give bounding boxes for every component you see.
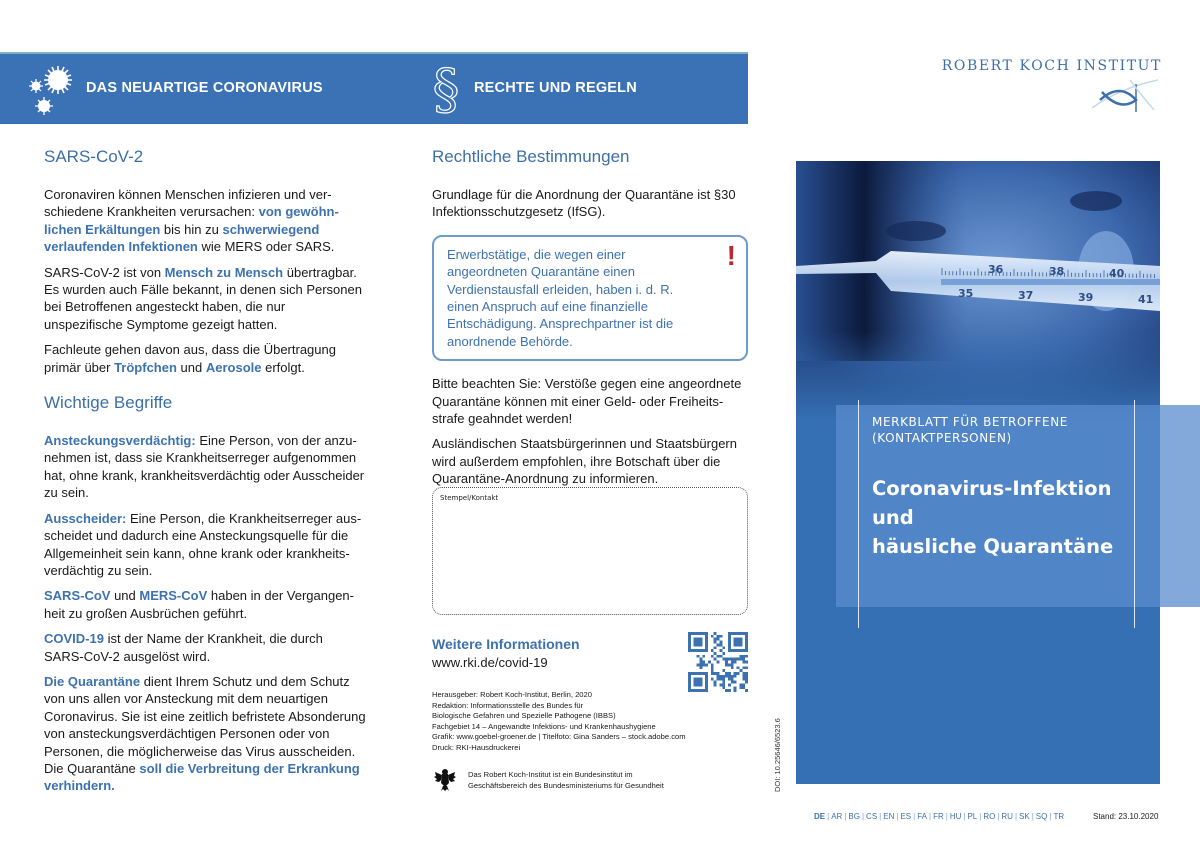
language-separator: | xyxy=(963,812,966,821)
cover-subtitle xyxy=(872,414,1068,446)
paragraph-botschaft: Ausländischen Staatsbürgerinnen und Staatsbürgern wird außerdem empfohlen, ihre Botschaft über die Quarantäne-Anordnung zu informieren. xyxy=(432,436,737,487)
text-run: Coronaviren können Menschen infizieren und verschiedene Krankheiten verursachen: xyxy=(44,187,332,220)
language-separator: | xyxy=(928,812,932,821)
section-title-coronavirus: DAS NEUARTIGE CORONAVIRUS xyxy=(86,80,323,96)
language-link-bg[interactable]: BG xyxy=(848,812,860,821)
imprint xyxy=(432,690,752,754)
highlighted-term: von gewöhnlichen Erkältungen xyxy=(44,204,339,237)
svg-text:§: § xyxy=(432,62,460,118)
language-link-ru[interactable]: RU xyxy=(1001,812,1013,821)
paragraph-sars-mers xyxy=(44,587,366,622)
paragraph-icon xyxy=(428,62,464,118)
language-separator: | xyxy=(997,812,1000,821)
paragraph-grundlage: Grundlage für die Anordnung der Quarantäne ist §30 Infektionsschutzgesetz (IfSG). xyxy=(432,187,736,220)
heading-sars-cov-2: SARS-CoV-2 xyxy=(44,147,144,166)
thermometer-label: 35 xyxy=(958,287,974,300)
virus-icon xyxy=(24,60,84,118)
paragraph-ausscheider xyxy=(44,510,366,580)
language-separator: | xyxy=(879,812,882,821)
language-link-tr[interactable]: TR xyxy=(1053,812,1065,821)
text-run: übertragbar. Es wurden auch Fälle bekannt, in denen sich Personen bei Betroffenen angesteckt haben, die nur unspezifische Symptome gezeigt hatten. xyxy=(44,264,362,332)
language-separator: | xyxy=(896,812,899,821)
language-link-ro[interactable]: RO xyxy=(983,812,996,821)
highlighted-term: Ansteckungsverdächtig: xyxy=(44,433,196,449)
compensation-notice-box xyxy=(432,235,748,361)
text-run: dient Ihrem Schutz und dem Schutz von uns allen vor Ansteckung mit dem neuartigen Coronavirus. Sie ist eine zeitlich befristete Absonderung von ansteckungsverdächtigen Personen oder von Personen, die möglicherweise das Virus ausscheiden. Die Quarantäne xyxy=(44,673,366,776)
imprint-line: Fachgebiet 14 – Angewandte Infektions- und Krankenhaushygiene xyxy=(432,721,656,731)
panel-divider-line xyxy=(858,400,859,628)
rki-logo xyxy=(930,58,1162,74)
language-separator: | xyxy=(827,812,830,821)
section-title-rechte: RECHTE UND REGELN xyxy=(474,80,637,96)
text-run: wie MERS oder SARS. xyxy=(197,239,335,255)
stand-date: Stand: 23.10.2020 xyxy=(1093,812,1159,821)
language-separator: | xyxy=(1049,812,1052,821)
language-selector xyxy=(814,812,1064,821)
cover-title-line: und xyxy=(872,506,914,529)
heading-rechtliche-bestimmungen: Rechtliche Bestimmungen xyxy=(432,147,630,166)
highlighted-term: schwerwiegend verlaufenden Infektionen xyxy=(44,221,320,255)
paragraph-mensch-zu-mensch xyxy=(44,264,366,334)
publisher-name: ROBERT KOCH INSTITUT xyxy=(941,58,1162,74)
federal-eagle-icon xyxy=(434,767,456,791)
heading-wichtige-begriffe: Wichtige Begriffe xyxy=(44,393,173,413)
language-link-pl[interactable]: PL xyxy=(967,812,978,821)
stamp-contact-box xyxy=(432,487,748,615)
language-separator: | xyxy=(979,812,982,821)
highlighted-term: Tröpfchen xyxy=(114,359,177,375)
cover-title-line: Coronavirus-Infektion xyxy=(872,477,1112,500)
paragraph-coronaviren xyxy=(44,186,366,256)
more-info-title: Weitere Informationen xyxy=(432,636,580,652)
middle-column xyxy=(432,146,750,496)
text-run: Fachleute gehen davon aus, dass die Übertragung primär über xyxy=(44,342,336,375)
language-link-en[interactable]: EN xyxy=(883,812,895,821)
highlighted-term: MERS-CoV xyxy=(139,588,208,604)
paragraph-verstoesse: Bitte beachten Sie: Verstöße gegen eine angeordnete Quarantäne können mit einer Geld- oder Freiheitsstrafe geahndet werden! xyxy=(432,376,742,427)
language-separator: | xyxy=(1014,812,1018,821)
language-link-cs[interactable]: CS xyxy=(866,812,878,821)
bund-line: Geschäftsbereich des Bundesministeriums für Gesundheit xyxy=(468,780,664,790)
more-info-link[interactable]: www.rki.de/covid-19 xyxy=(432,655,548,670)
cover-subtitle-line: (KONTAKTPERSONEN) xyxy=(872,431,1012,445)
highlighted-term: Aerosole xyxy=(205,359,262,375)
language-separator: | xyxy=(913,812,916,821)
cover-title xyxy=(872,474,1113,561)
text-run: erfolgt. xyxy=(261,359,305,375)
bund-line: Das Robert Koch-Institut ist ein Bundesinstitut im xyxy=(468,770,633,779)
language-link-sq[interactable]: SQ xyxy=(1035,812,1048,821)
highlighted-term: SARS-CoV xyxy=(44,588,111,604)
header-banner xyxy=(0,52,748,124)
paragraph-quarantaene xyxy=(44,673,366,795)
thermometer-label: 38 xyxy=(1049,265,1065,278)
paragraph-ansteckungsverdaechtig xyxy=(44,432,366,502)
language-separator: | xyxy=(861,812,865,821)
rki-fish-logo-icon xyxy=(1090,78,1160,114)
language-link-fr[interactable]: FR xyxy=(933,812,944,821)
notice-text: Erwerbstätige, die wegen einer angeordneten Quarantäne einen Verdienstausfall erleiden, haben i. d. R. einen Anspruch auf eine finanzielle Entschädigung. Ansprechpartner ist die anordnende Behörde. xyxy=(447,246,674,349)
qr-code-icon[interactable] xyxy=(688,632,748,692)
federal-institute-note xyxy=(468,770,758,791)
stamp-label: Stempel/Kontakt xyxy=(440,494,499,502)
highlighted-term: Ausscheider: xyxy=(44,510,127,526)
imprint-line: Grafik: www.goebel-groener.de | Titelfoto: Gina Sanders – stock.adobe.com xyxy=(432,732,686,742)
text-run: bis hin zu xyxy=(160,221,223,237)
language-separator: | xyxy=(945,812,948,821)
highlighted-term: soll die Verbreitung der Erkrankung verhindern. xyxy=(44,760,360,794)
thermometer-label: 36 xyxy=(988,263,1004,276)
language-link-es[interactable]: ES xyxy=(900,812,912,821)
thermometer-label: 39 xyxy=(1078,291,1094,304)
paragraph-covid-19 xyxy=(44,630,366,665)
highlighted-term: Die Quarantäne xyxy=(44,673,141,689)
imprint-line: Biologische Gefahren und Spezielle Pathogene (IBBS) xyxy=(432,711,616,721)
thermometer-label: 40 xyxy=(1109,267,1125,280)
text-run: SARS-CoV-2 ist von xyxy=(44,264,165,280)
highlighted-term: COVID-19 xyxy=(44,631,104,647)
doi: DOI: 10.25646/6523.6 xyxy=(773,718,782,792)
language-separator: | xyxy=(1031,812,1034,821)
language-link-ar[interactable]: AR xyxy=(831,812,843,821)
left-column xyxy=(44,146,366,803)
thermometer-label: 41 xyxy=(1138,293,1154,306)
exclamation-icon: ! xyxy=(726,239,736,271)
panel-divider-line xyxy=(1134,400,1135,628)
cover-photo-thermometer xyxy=(796,161,1160,421)
language-link-de[interactable]: DE xyxy=(814,812,826,821)
thermometer-label: 37 xyxy=(1018,289,1034,302)
language-link-sk[interactable]: SK xyxy=(1019,812,1030,821)
highlighted-term: Mensch zu Mensch xyxy=(164,264,284,280)
text-run: ist der Name der Krankheit, die durch SARS-CoV-2 ausgelöst wird. xyxy=(44,631,323,664)
imprint-line: Redaktion: Informationsstelle des Bundes für xyxy=(432,700,584,710)
imprint-line: Druck: RKI-Hausdruckerei xyxy=(432,742,521,752)
text-run: und xyxy=(176,359,206,375)
cover-subtitle-line: MERKBLATT FÜR BETROFFENE xyxy=(872,415,1068,429)
text-run: und xyxy=(110,588,140,604)
text-run: Eine Person, von der anzunehmen ist, dass sie Krankheitserreger aufgenommen hat, ohne krank, krankheitsverdächtig oder Ausscheider zu sein. xyxy=(44,433,365,501)
cover-title-line: häusliche Quarantäne xyxy=(872,535,1114,558)
text-run: Eine Person, die Krankheitserreger ausscheidet und dadurch eine Ansteckungsquelle für die Allgemeinheit sein kann, ohne krank oder krankheitsverdächtig zu sein. xyxy=(44,510,362,578)
paragraph-uebertragung xyxy=(44,341,366,376)
imprint-line: Herausgeber: Robert Koch-Institut, Berlin, 2020 xyxy=(432,690,592,699)
language-link-hu[interactable]: HU xyxy=(949,812,962,821)
language-link-fa[interactable]: FA xyxy=(917,812,927,821)
text-run: haben in der Vergangenheit zu großen Ausbrüchen geführt. xyxy=(44,588,355,621)
language-separator: | xyxy=(844,812,847,821)
